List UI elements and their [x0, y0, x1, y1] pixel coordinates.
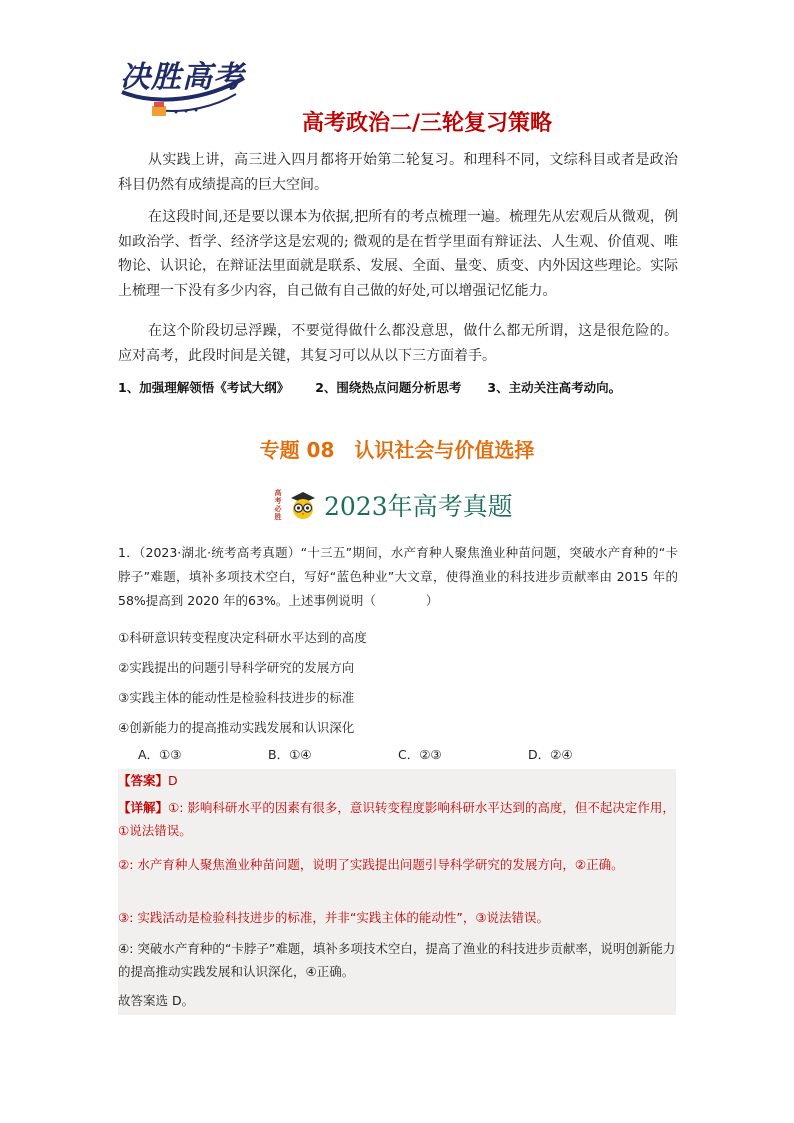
question-text: 1．（2023·湖北·统考高考真题）“十三五”期间，水产育种人聚焦渔业种苗问题，突破水产育种的“卡脖子”难题，填补多项技术空白，写好“蓝色种业”大文章，使得渔业的科技进步贡献率由 2015 年的 58%提高到 2020 年的63%。上述事例说明（ ） — [118, 545, 678, 608]
choice-b: B．①④ — [268, 747, 312, 762]
question-option: ③实践主体的能动性是检验科技进步的标准 — [118, 690, 355, 705]
intro-paragraph-3: 在这个阶段切忌浮躁，不要觉得做什么都没意思，做什么都无所谓，这是很危险的。应对高考，此段时间是关键，其复习可以从以下三方面着手。 — [118, 323, 678, 364]
choice-a: A．①③ — [138, 747, 182, 762]
strategy-point: 1、加强理解领悟《考试大纲》 — [118, 380, 290, 395]
detail-line-2: ②: 水产育种人聚焦渔业种苗问题，说明了实践提出问题引导科学研究的发展方向，②正确。 — [118, 857, 624, 872]
detail-line-3: ③: 实践活动是检验科技进步的标准，并非“实践主体的能动性”，③说法错误。 — [118, 910, 550, 925]
choice-d: D．②④ — [528, 747, 573, 762]
strategy-point: 2、围绕热点问题分析思考 — [315, 380, 462, 395]
intro-paragraph-2: 在这段时间,还是要以课本为依据,把所有的考点梳理一遍。梳理先从宏观后从微观，例如政治学、哲学、经济学这是宏观的; 微观的是在哲学里面有辩证法、人生观、价值观、唯物论、认识论，在辩证法里面就是联系、发展、全面、量变、质变、内外因这些理论。实际上梳理一下没有多少内容，自己做有自己做的好处,可以增强记忆能力。 — [118, 209, 678, 299]
banner-small-text: 高考必胜 — [274, 489, 282, 521]
answer-tag: 【答案】 — [118, 773, 169, 788]
question-option: ①科研意识转变程度决定科研水平达到的高度 — [118, 630, 367, 645]
main-title: 高考政治二/三轮复习策略 — [301, 111, 553, 136]
answer-line — [118, 769, 678, 792]
intro-paragraph-1: 从实践上讲，高三进入四月都将开始第二轮复习。和理科不同，文综科目或者是政治科目仍然有成绩提高的巨大空间。 — [118, 152, 678, 193]
banner-text: 2023年高考真题 — [324, 492, 513, 521]
strategy-point: 3、主动关注高考动向。 — [487, 380, 622, 395]
topic-title: 专题 08 认识社会与价值选择 — [259, 438, 535, 462]
choice-c: C．②③ — [398, 747, 442, 762]
detail-text-1: ①: 影响科研水平的因素有很多，意识转变程度影响科研水平达到的高度，但不起决定作用，①说法错误。 — [118, 800, 675, 838]
logo-text: 决胜高考 — [120, 60, 244, 95]
detail-line-4: ④: 突破水产育种的“卡脖子”难题，填补多项技术空白，提高了渔业的科技进步贡献率，说明创新能力的提高推动实践发展和认识深化，④正确。 — [118, 941, 676, 979]
answer-choices — [138, 745, 658, 763]
strategy-points — [118, 378, 688, 396]
question-option: ②实践提出的问题引导科学研究的发展方向 — [118, 660, 355, 675]
detail-tag: 【详解】 — [118, 800, 169, 815]
owl-graduate-icon — [288, 490, 318, 520]
answer-conclusion: 故答案选 D。 — [118, 993, 195, 1008]
answer-value: D — [168, 773, 178, 788]
question-option: ④创新能力的提高推动实践发展和认识深化 — [118, 720, 355, 735]
year-banner — [272, 484, 513, 526]
detail-line-1 — [118, 796, 678, 842]
